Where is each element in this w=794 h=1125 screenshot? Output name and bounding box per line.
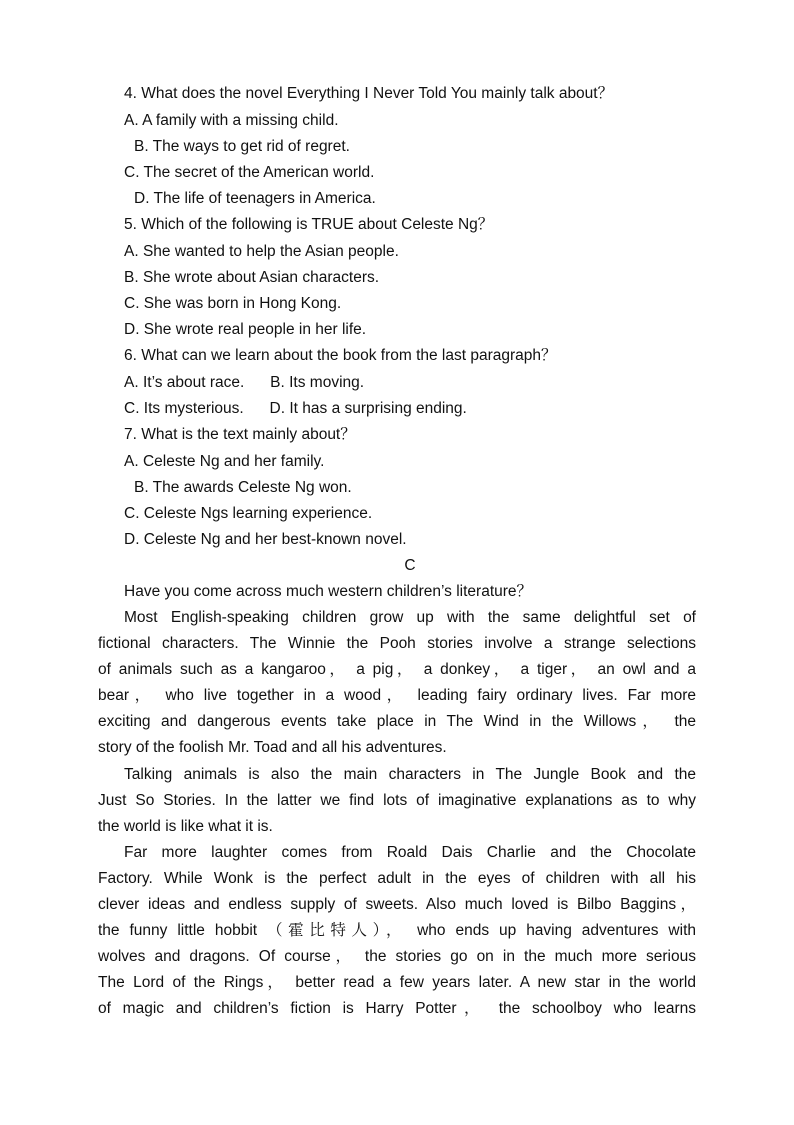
paragraph-1-line: exciting and dangerous events take place in The Wind in the Willows， the bbox=[98, 713, 696, 730]
paragraph-1-line: fictional characters. The Winnie the Pooh stories involve a strange selections bbox=[98, 635, 696, 652]
question-6-options-cd: C. Its mysterious. D. It has a surprising ending. bbox=[124, 400, 467, 417]
paragraph-3-line: The Lord of the Rings， better read a few years later. A new star in the world bbox=[98, 974, 696, 991]
question-4-stem: 4. What does the novel Everything I Never Told You mainly talk about？ bbox=[124, 85, 614, 102]
paragraph-3-line: Far more laughter comes from Roald Dais Charlie and the Chocolate bbox=[124, 844, 696, 861]
question-7-option-d: D. Celeste Ng and her best-known novel. bbox=[124, 531, 407, 548]
question-7-stem: 7. What is the text mainly about？ bbox=[124, 426, 356, 443]
paragraph-1-line: story of the foolish Mr. Toad and all his adventures. bbox=[98, 739, 447, 756]
paragraph-3-line: wolves and dragons. Of course， the stories go on in the much more serious bbox=[98, 948, 696, 965]
paragraph-1-line: Most English-speaking children grow up with the same delightful set of bbox=[124, 609, 696, 626]
section-c-intro: Have you come across much western children’s literature？ bbox=[124, 583, 533, 600]
question-5-option-c: C. She was born in Hong Kong. bbox=[124, 295, 342, 312]
question-5-option-d: D. She wrote real people in her life. bbox=[124, 321, 367, 338]
paragraph-1-line: bear， who live together in a wood， leading fairy ordinary lives. Far more bbox=[98, 687, 696, 704]
question-5-option-a: A. She wanted to help the Asian people. bbox=[124, 243, 399, 260]
question-4-option-a: A. A family with a missing child. bbox=[124, 112, 339, 129]
question-6-options-ab: A. It’s about race. B. Its moving. bbox=[124, 374, 365, 391]
paragraph-2-line: Just So Stories. In the latter we find lots of imaginative explanations as to why bbox=[98, 792, 696, 809]
question-6-stem: 6. What can we learn about the book from the last paragraph？ bbox=[124, 347, 557, 364]
paragraph-3-line: Factory. While Wonk is the perfect adult in the eyes of children with all his bbox=[98, 870, 696, 887]
question-4-option-d: D. The life of teenagers in America. bbox=[134, 190, 376, 207]
paragraph-3-line: the funny little hobbit （霍比特人）， who ends up having adventures with bbox=[98, 922, 696, 939]
paragraph-3-line: of magic and children’s fiction is Harry Potter， the schoolboy who learns bbox=[98, 1000, 696, 1017]
question-7-option-b: B. The awards Celeste Ng won. bbox=[134, 479, 352, 496]
paragraph-2-line: the world is like what it is. bbox=[98, 818, 273, 835]
question-5-option-b: B. She wrote about Asian characters. bbox=[124, 269, 380, 286]
question-4-option-c: C. The secret of the American world. bbox=[124, 164, 375, 181]
paragraph-1-line: of animals such as a kangaroo， a pig， a donkey， a tiger， an owl and a bbox=[98, 661, 696, 678]
question-7-option-a: A. Celeste Ng and her family. bbox=[124, 453, 325, 470]
question-5-stem: 5. Which of the following is TRUE about Celeste Ng？ bbox=[124, 216, 494, 233]
question-7-option-c: C. Celeste Ngs learning experience. bbox=[124, 505, 373, 522]
paragraph-3-line: clever ideas and endless supply of sweets. Also much loved is Bilbo Baggins， bbox=[98, 896, 696, 913]
question-4-option-b: B. The ways to get rid of regret. bbox=[134, 138, 350, 155]
section-c-heading: C bbox=[404, 557, 416, 574]
paragraph-2-line: Talking animals is also the main characters in The Jungle Book and the bbox=[124, 766, 696, 783]
